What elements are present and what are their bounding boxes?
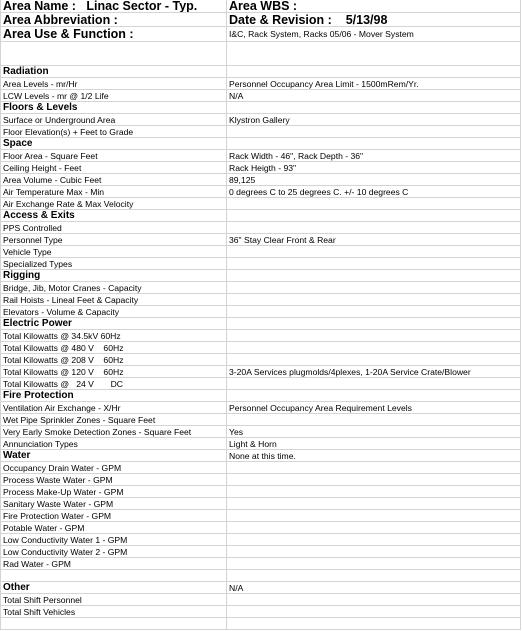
field-label: Area Levels - mr/Hr — [3, 78, 78, 89]
field-value: None at this time. — [229, 450, 296, 461]
row-lcw-levels — [0, 90, 521, 102]
field-label: Total Kilowatts @ 120 V 60Hz — [3, 366, 124, 377]
field-label: Wet Pipe Sprinkler Zones - Square Feet — [3, 414, 156, 425]
row-kw-208 — [0, 354, 521, 366]
field-value: N/A — [229, 90, 244, 101]
field-label: Floor Area - Square Feet — [3, 150, 98, 161]
row-rail — [0, 294, 521, 306]
area-name-value: Linac Sector - Typ. — [86, 0, 198, 12]
section-title: Electric Power — [3, 318, 72, 329]
field-label: Low Conductivity Water 1 - GPM — [3, 534, 128, 545]
section-title: Water — [3, 450, 31, 461]
row-low-cond-1 — [0, 534, 521, 546]
field-label: LCW Levels - mr @ 1/2 Life — [3, 90, 109, 101]
section-title: Floors & Levels — [3, 102, 78, 113]
field-label: Total Shift Vehicles — [3, 606, 76, 617]
date-rev-value: 5/13/98 — [345, 13, 388, 26]
field-label: Floor Elevation(s) + Feet to Grade — [3, 126, 134, 137]
row-air-temp — [0, 186, 521, 198]
field-value: Rack Width - 46", Rack Depth - 36" — [229, 150, 364, 161]
section-title: Fire Protection — [3, 390, 74, 401]
row-makeup — [0, 486, 521, 498]
field-label: Potable Water - GPM — [3, 522, 85, 533]
section-title: Space — [3, 138, 33, 149]
row-sanitary — [0, 498, 521, 510]
row-vehicle — [0, 246, 521, 258]
field-label: Process Make-Up Water - GPM — [3, 486, 124, 497]
section-floors — [0, 102, 521, 114]
blank-row — [0, 570, 521, 582]
row-kw-24 — [0, 378, 521, 390]
field-value: Klystron Gallery — [229, 114, 290, 125]
field-value: Rack Heigth - 93" — [229, 162, 297, 173]
row-specialized — [0, 258, 521, 270]
header-row-use — [0, 27, 521, 42]
field-value: N/A — [229, 582, 244, 593]
field-label: Specialized Types — [3, 258, 73, 269]
row-ceiling — [0, 162, 521, 174]
row-annunciation — [0, 438, 521, 450]
section-space — [0, 138, 521, 150]
row-area-levels — [0, 78, 521, 90]
field-label: Ventilation Air Exchange - X/Hr — [3, 402, 121, 413]
field-label: Air Temperature Max - Min — [3, 186, 105, 197]
field-label: Vehicle Type — [3, 246, 52, 257]
field-label: Total Kilowatts @ 34.5kV 60Hz — [3, 330, 121, 341]
row-pps — [0, 222, 521, 234]
area-abbrev-label: Area Abbreviation : — [3, 13, 118, 26]
section-title: Radiation — [3, 66, 49, 77]
field-label: Low Conductivity Water 2 - GPM — [3, 546, 128, 557]
row-surface — [0, 114, 521, 126]
row-air-exchange — [0, 198, 521, 210]
section-title: Access & Exits — [3, 210, 75, 221]
row-wet-pipe — [0, 414, 521, 426]
field-label: Air Exchange Rate & Max Velocity — [3, 198, 134, 209]
field-value: Personnel Occupancy Area Requirement Levels — [229, 402, 412, 413]
area-name-label: Area Name : Linac Sector - Typ. — [3, 0, 198, 12]
use-label: Area Use & Function : — [3, 27, 134, 41]
section-title: Rigging — [3, 270, 41, 281]
section-other — [0, 582, 521, 594]
field-value: Yes — [229, 426, 244, 437]
row-potable — [0, 522, 521, 534]
row-vent — [0, 402, 521, 414]
row-bridge — [0, 282, 521, 294]
field-value: 0 degrees C to 25 degrees C. +/- 10 degrees C — [229, 186, 409, 197]
field-label: Total Kilowatts @ 208 V 60Hz — [3, 354, 124, 365]
row-elevation — [0, 126, 521, 138]
field-value: Personnel Occupancy Area Limit - 1500mRem/Yr. — [229, 78, 419, 89]
date-rev-label: Date & Revision : 5/13/98 — [229, 13, 388, 26]
row-occupancy-drain — [0, 462, 521, 474]
area-wbs-label: Area WBS : — [229, 0, 298, 12]
field-value: Light & Horn — [229, 438, 277, 449]
row-low-cond-2 — [0, 546, 521, 558]
field-label: PPS Controlled — [3, 222, 62, 233]
field-label: Personnel Type — [3, 234, 63, 245]
field-label: Area Volume - Cubic Feet — [3, 174, 102, 185]
field-label: Surface or Underground Area — [3, 114, 116, 125]
row-smoke — [0, 426, 521, 438]
section-title: Other — [3, 582, 30, 593]
row-shift-vehicles — [0, 606, 521, 618]
field-value: 89,125 — [229, 174, 256, 185]
section-power — [0, 318, 521, 330]
row-rad-water — [0, 558, 521, 570]
section-rigging — [0, 270, 521, 282]
row-personnel — [0, 234, 521, 246]
row-shift-personnel — [0, 594, 521, 606]
field-label: Total Kilowatts @ 480 V 60Hz — [3, 342, 124, 353]
blank-row — [0, 42, 521, 66]
row-kw-345 — [0, 330, 521, 342]
row-kw-480 — [0, 342, 521, 354]
field-label: Ceiling Height - Feet — [3, 162, 82, 173]
section-water — [0, 450, 521, 462]
field-label: Annunciation Types — [3, 438, 78, 449]
field-label: Rad Water - GPM — [3, 558, 71, 569]
row-process-waste — [0, 474, 521, 486]
field-label: Sanitary Waste Water - GPM — [3, 498, 114, 509]
field-label: Process Waste Water - GPM — [3, 474, 113, 485]
row-volume — [0, 174, 521, 186]
field-label: Fire Protection Water - GPM — [3, 510, 112, 521]
row-kw-120 — [0, 366, 521, 378]
section-access — [0, 210, 521, 222]
field-label: Rail Hoists - Lineal Feet & Capacity — [3, 294, 139, 305]
header-row-name — [0, 0, 521, 13]
field-label: Elevators - Volume & Capacity — [3, 306, 120, 317]
row-fire-water — [0, 510, 521, 522]
blank-row — [0, 618, 521, 630]
row-elevators — [0, 306, 521, 318]
field-label: Bridge, Jib, Motor Cranes - Capacity — [3, 282, 142, 293]
row-floor-area — [0, 150, 521, 162]
section-radiation — [0, 66, 521, 78]
field-label: Occupancy Drain Water - GPM — [3, 462, 122, 473]
section-fire — [0, 390, 521, 402]
field-value: 3-20A Services plugmolds/4plexes, 1-20A Service Crate/Blower — [229, 366, 471, 377]
use-value: I&C, Rack System, Racks 05/06 - Mover System — [229, 29, 414, 39]
header-row-abbrev — [0, 13, 521, 27]
field-label: Total Shift Personnel — [3, 594, 82, 605]
field-label: Very Early Smoke Detection Zones - Square Feet — [3, 426, 192, 437]
field-value: 36" Stay Clear Front & Rear — [229, 234, 336, 245]
field-label: Total Kilowatts @ 24 V DC — [3, 378, 124, 389]
